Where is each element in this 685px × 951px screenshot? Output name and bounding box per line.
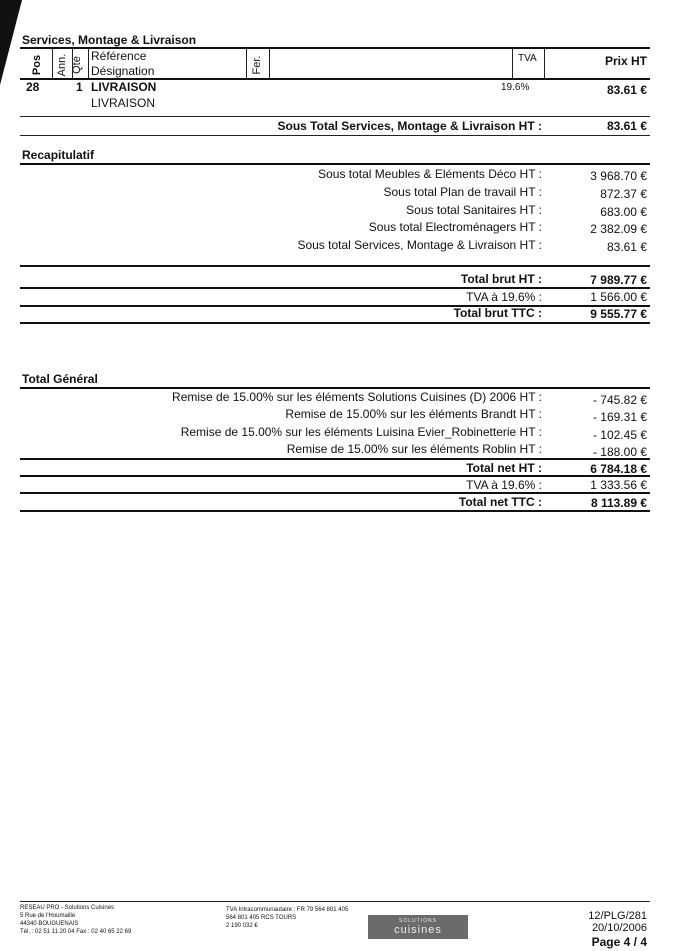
remise-row-value: - 169.31 €: [592, 410, 647, 424]
footer-date: 20/10/2006: [591, 922, 647, 934]
recap-row-label: Sous total Services, Montage & Livraison HT :: [297, 238, 542, 252]
total-net-ht-label: Total net HT :: [466, 461, 542, 475]
footer-address1: 5 Rue de l'Houmaille: [20, 913, 76, 919]
recap-row-label: Sous total Sanitaires HT :: [406, 203, 542, 217]
total-net-ht-value: 6 784.18 €: [590, 462, 647, 476]
header-designation: Désignation: [91, 64, 155, 78]
total-brut-ht-label: Total brut HT :: [460, 272, 542, 286]
recap-rule: [20, 305, 650, 307]
total-net-ttc-label: Total net TTC :: [458, 495, 542, 509]
services-subtotal-value: 83.61 €: [606, 119, 647, 133]
total-net-ttc-value: 8 113.89 €: [590, 496, 647, 510]
recap-row-label: Sous total Electroménagers HT :: [368, 220, 542, 234]
total-general-rule: [20, 492, 650, 494]
header-divider: [544, 48, 545, 78]
header-qte: Qté: [71, 56, 83, 74]
total-general-rule: [20, 458, 650, 460]
header-divider: [52, 48, 53, 78]
logo-main-text: cuisines: [394, 924, 442, 936]
logo-top-text: SOLUTIONS: [399, 918, 437, 924]
item-tva: 19.6%: [501, 82, 530, 93]
header-divider: [269, 48, 270, 78]
services-subtotal-top-rule: [20, 116, 650, 117]
recap-row-value: 872.37 €: [600, 187, 647, 201]
recap-tva-value: 1 566.00 €: [590, 290, 647, 304]
item-designation: LIVRAISON: [91, 96, 156, 110]
footer-rcs: 564 801 405 RCS TOURS: [226, 915, 297, 921]
solutions-cuisines-logo: [368, 915, 468, 939]
footer-address2: 44340 BOUGUENAIS: [20, 921, 79, 927]
header-divider: [512, 48, 513, 78]
recap-row-label: Sous total Meubles & Eléments Déco HT :: [318, 167, 542, 181]
footer-page-number: Page 4 / 4: [591, 935, 647, 949]
header-prix-ht: Prix HT: [604, 54, 647, 68]
recap-row-value: 683.00 €: [600, 205, 647, 219]
total-general-rule: [20, 475, 650, 477]
services-subtotal-bottom-rule: [20, 135, 650, 136]
recap-totals-top-rule: [20, 265, 650, 267]
recap-rule: [20, 287, 650, 289]
item-price: 83.61 €: [606, 83, 647, 97]
total-net-tva-value: 1 333.56 €: [590, 478, 647, 492]
total-general-bottom-rule: [20, 510, 650, 512]
total-brut-ht-value: 7 989.77 €: [590, 273, 647, 287]
recap-bottom-rule: [20, 322, 650, 324]
header-pos: Pos: [31, 54, 43, 76]
total-brut-ttc-label: Total brut TTC :: [453, 306, 542, 320]
remise-row-value: - 745.82 €: [592, 393, 647, 407]
services-section-title: Services, Montage & Livraison: [22, 33, 197, 47]
recap-tva-label: TVA à 19.6% :: [466, 290, 542, 304]
header-ann: Ann.: [56, 53, 68, 77]
remise-row-label: Remise de 15.00% sur les éléments Solutions Cuisines (D) 2006 HT :: [172, 390, 542, 404]
item-reference: LIVRAISON: [91, 80, 157, 94]
item-pos: 28: [26, 80, 40, 94]
total-general-section-title: Total Général: [22, 372, 98, 386]
header-divider: [246, 48, 247, 78]
footer-company: RESEAU PRO - Solutions Cuisines: [20, 905, 115, 911]
header-tva: TVA: [518, 53, 537, 64]
footer-rule: [20, 901, 650, 902]
footer-capital: 2 190 032 €: [226, 923, 258, 929]
remise-row-value: - 188.00 €: [592, 445, 647, 459]
header-divider: [88, 48, 89, 78]
recap-row-value: 3 968.70 €: [590, 169, 647, 183]
footer-document-ref: 12/PLG/281: [588, 910, 647, 922]
footer-tva-intra: TVA Intracommunautaire : FR 79 564 801 405: [226, 907, 349, 913]
recap-row-value: 2 382.09 €: [590, 222, 647, 236]
header-fer: Fer.: [251, 55, 263, 75]
total-brut-ttc-value: 9 555.77 €: [590, 307, 647, 321]
header-reference: Référence: [91, 49, 147, 63]
remise-row-label: Remise de 15.00% sur les éléments Luisina Evier_Robinetterie HT :: [180, 425, 542, 439]
remise-row-label: Remise de 15.00% sur les éléments Roblin HT :: [286, 442, 542, 456]
recap-row-label: Sous total Plan de travail HT :: [383, 185, 542, 199]
recap-row-value: 83.61 €: [606, 240, 647, 254]
total-net-tva-label: TVA à 19.6% :: [466, 478, 542, 492]
remise-row-label: Remise de 15.00% sur les éléments Brandt HT :: [285, 407, 542, 421]
item-qty: 1: [76, 80, 83, 94]
header-divider: [72, 48, 73, 78]
footer-phone: Tél. : 02 51 11 20 04 Fax : 02 40 65 22 69: [20, 929, 132, 935]
scan-corner-shadow: [0, 0, 22, 85]
services-subtotal-label: Sous Total Services, Montage & Livraison HT :: [277, 119, 542, 133]
remise-row-value: - 102.45 €: [592, 428, 647, 442]
total-general-top-rule: [20, 387, 650, 389]
recap-top-rule: [20, 163, 650, 165]
recap-section-title: Recapitulatif: [22, 148, 95, 162]
